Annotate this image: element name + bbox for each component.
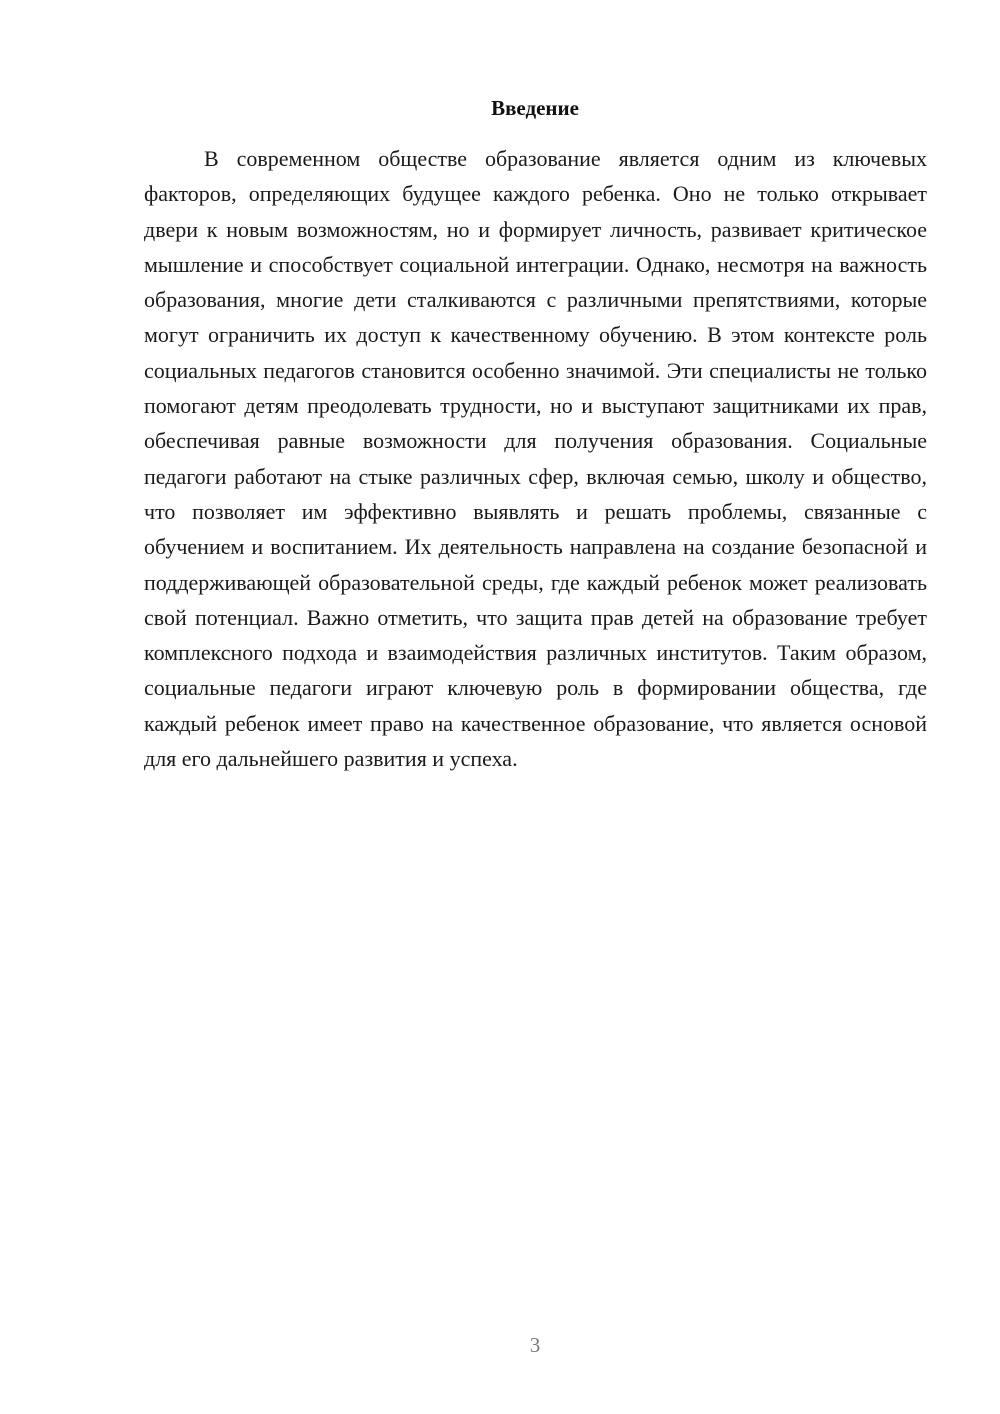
body-paragraph: В современном обществе образование является одним из ключевых факторов, определяющих будущее каждого ребенка. Оно не только открывает двери к новым возможностям, но и формирует личность, развивает критическое мышление и способствует социальной интеграции. Однако, несмотря на важность образования, многие дети сталкиваются с различными препятствиями, которые могут ограничить их доступ к качественному обучению. В этом контексте роль социальных педагогов становится особенно значимой. Эти специалисты не только помогают детям преодолевать трудности, но и выступают защитниками их прав, обеспечивая равные возможности для получения образования. Социальные педагоги работают на стыке различных сфер, включая семью, школу и общество, что позволяет им эффективно выявлять и решать проблемы, связанные с обучением и воспитанием. Их деятельность направлена на создание безопасной и поддерживающей образовательной среды, где каждый ребенок может реализовать свой потенциал. Важно отметить, что защита прав детей на образование требует комплексного подхода и взаимодействия различных институтов. Таким образом, социальные педагоги играют ключевую роль в формировании общества, где каждый ребенок имеет право на качественное образование, что является основой для его дальнейшего развития и успеха. (144, 146, 927, 772)
section-title: Введение (491, 96, 579, 120)
page-number: 3 (529, 1333, 541, 1357)
